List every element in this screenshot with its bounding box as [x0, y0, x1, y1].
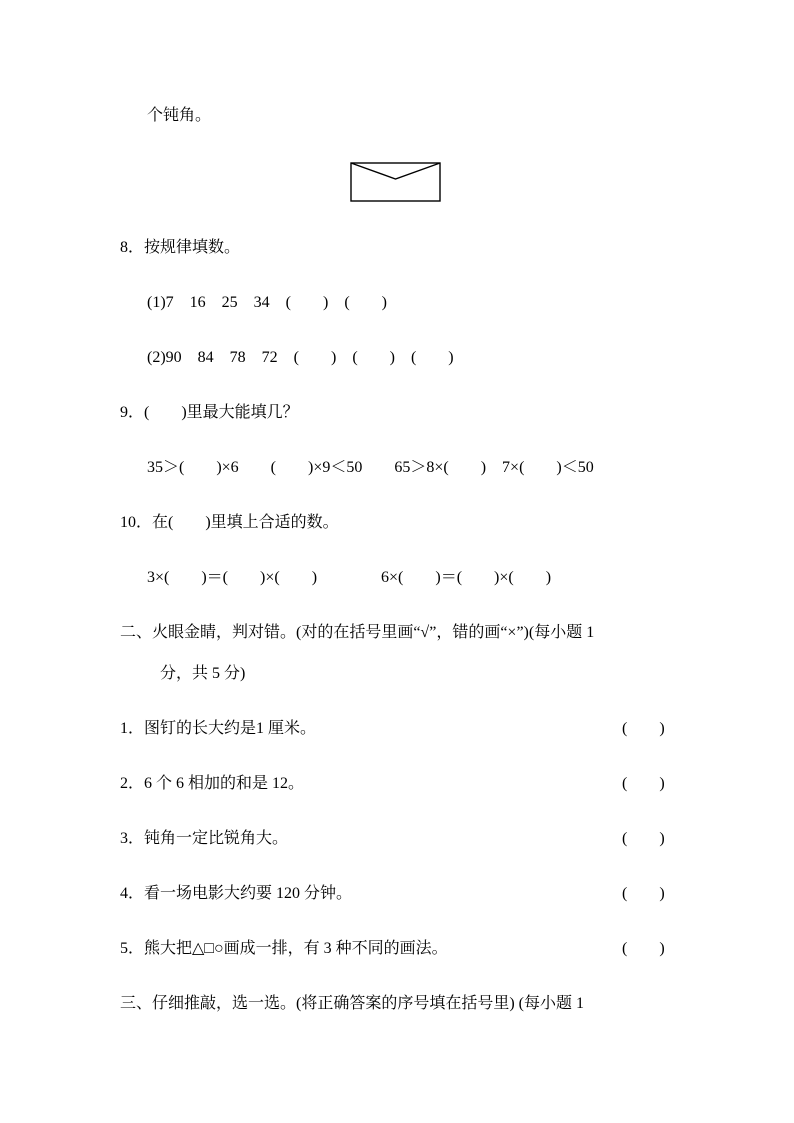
section-2-heading-continued: 分，共 5 分)	[160, 665, 246, 682]
question-10-title: 10．在( )里填上合适的数。	[120, 514, 339, 531]
question-10-items: 3×( )＝( )×( ) 6×( )＝( )×( )	[147, 569, 552, 586]
section-3-heading: 三、仔细推敲，选一选。(将正确答案的序号填在括号里) (每小题 1	[120, 995, 584, 1012]
question-8-part-1: (1)7 16 25 34 ( ) ( )	[147, 294, 387, 311]
envelope-figure	[350, 162, 442, 204]
judge-item-2: 2．6 个 6 相加的和是 12。	[120, 775, 305, 792]
text-line-obtuse-angle-tail: 个钝角。	[147, 107, 212, 124]
judge-item-3: 3．钝角一定比锐角大。	[120, 830, 289, 847]
answer-paren-2: ( )	[622, 775, 665, 792]
answer-paren-4: ( )	[622, 885, 665, 902]
question-9-title: 9．( )里最大能填几？	[120, 404, 299, 421]
answer-paren-3: ( )	[622, 830, 665, 847]
judge-item-1: 1．图钉的长大约是1 厘米。	[120, 720, 317, 737]
judge-item-4: 4．看一场电影大约要 120 分钟。	[120, 885, 353, 902]
answer-paren-5: ( )	[622, 940, 665, 957]
answer-paren-1: ( )	[622, 720, 665, 737]
section-2-heading: 二、火眼金睛，判对错。(对的在括号里画“√”，错的画“×”)(每小题 1	[120, 624, 595, 641]
question-8-title: 8．按规律填数。	[120, 239, 241, 256]
question-8-part-2: (2)90 84 78 72 ( ) ( ) ( )	[147, 349, 454, 366]
judge-item-5: 5．熊大把△□○画成一排，有 3 种不同的画法。	[120, 940, 448, 957]
question-9-items: 35＞( )×6 ( )×9＜50 65＞8×( ) 7×( )＜50	[147, 459, 594, 476]
